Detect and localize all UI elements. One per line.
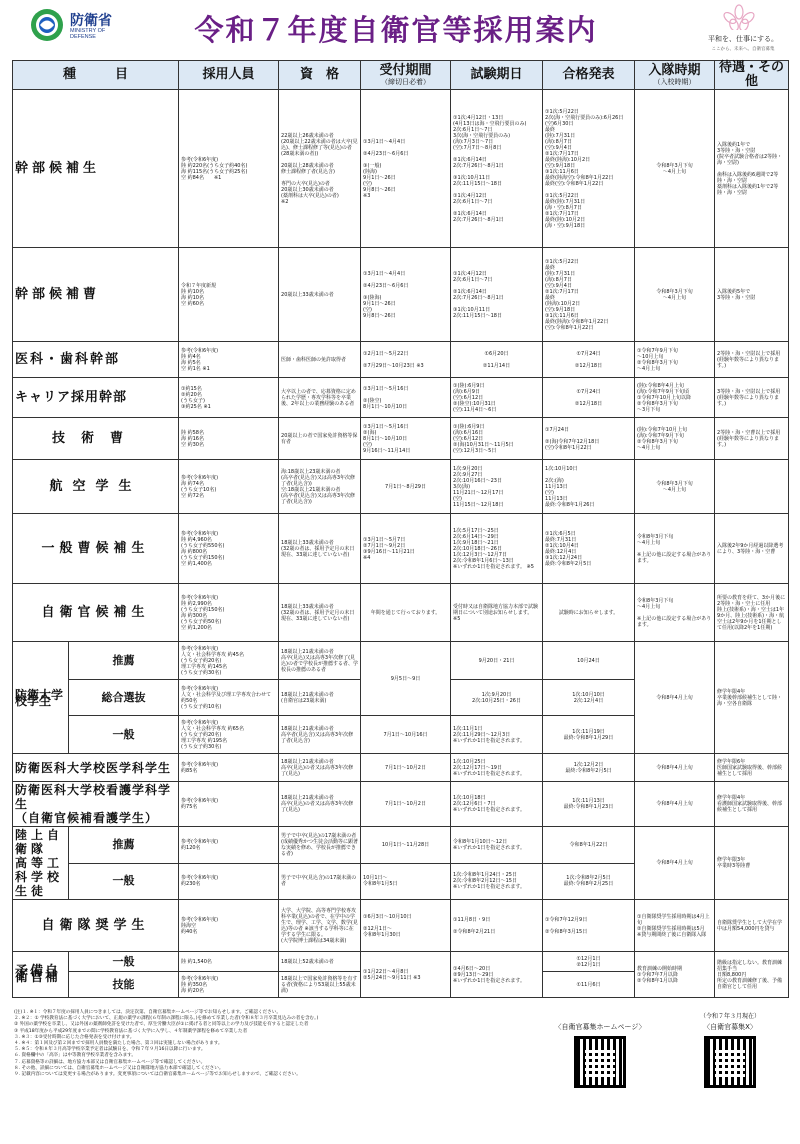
sub-category-name: 総合選抜 (69, 680, 179, 716)
entry-sublabel: （入校時期） (653, 78, 696, 86)
table-row (13, 782, 789, 827)
row-exam: 9月20日・21日 (451, 642, 543, 680)
page-header (0, 0, 800, 58)
row-result: ①令和7年12月9日 ②令和8年3月15日 (543, 900, 635, 952)
row-entry: 令和8年3月下旬 〜4月上旬 (635, 248, 715, 342)
table-row (13, 952, 789, 972)
row-result: 令和8年1月22日 (543, 827, 635, 864)
row-category-name: 自衛隊奨学生 (13, 900, 179, 952)
row-entry: 令和8年4月上旬 (635, 754, 715, 782)
row-other: 所要の教育を経て、3か月後に2等陸・海・空士に任用 陸上(技術系)・海・空士は1年9か月、陸上(技術系)・海・航空士は2年9か月を1任期として任用(以降2年を1任期) (715, 584, 789, 642)
table-row (13, 584, 789, 642)
table-row (13, 418, 789, 460)
row-exam: ①4月6日〜20日 ②9月13日〜29日 ※いずれか1日を指定されます。 (451, 952, 543, 998)
row-category-name: 一般曹候補生 (13, 514, 179, 584)
row-category-name: 医科・歯科幹部 (13, 342, 179, 378)
row-entry: 令和8年3月下旬 〜4月上旬 ※上記の他に設定する場合があります。 (635, 584, 715, 642)
row-exam: 1次:令和8年1月24日・25日 2次:令和8年2月12日〜15日 ※いずれか1日を指定されます。 (451, 863, 543, 900)
row-qualification: 男子で中卒(見込含)の17歳未満の者 (279, 863, 361, 900)
col-header-entry (635, 61, 715, 90)
row-category-name: 陸上自衛隊 高等工科学校 生徒 (13, 827, 69, 900)
qr-code-icon[interactable] (574, 1036, 626, 1088)
row-number: 参考(令和6年度) 海 約74名 (うち女子10名) 空 約72名 (179, 460, 279, 514)
col-header-exam: 試験期日 (451, 61, 543, 90)
row-result: 1次:10月10日 2次:(海) 11月13日 (空) 11月13日 最終:令和8年1月26日 (543, 460, 635, 514)
row-result: ①1次:6月5日 最終:7月31日 ②1次:10月4日 最終:12月4日 ③1次:12月24日 最終:令和8年2月5日 (543, 514, 635, 584)
slogan-block (706, 4, 780, 54)
slogan-subtext: ここから、未来へ。自衛官募集 (711, 47, 775, 52)
row-exam: 1次:9月20日 2次:9月27日 2次:10月16日〜23日 3次(海) 11月21日〜12月17日 (空) 11月15日〜12月18日 (451, 460, 543, 514)
table-row (13, 514, 789, 584)
table-header-row (13, 61, 789, 90)
row-other: 階級は指定しない。教育訓練招集手当 日額8,800円 所定の教育訓練修了後、予備自衛官として任用 (715, 952, 789, 998)
row-accept: 9月5日〜9日 (361, 642, 451, 716)
row-accept: ①3月1日〜5月7日 ②7月1日〜9月2日 ③9月16日〜11月21日 ※4 (361, 514, 451, 584)
sakura-icon (718, 4, 760, 30)
row-qualification: 18歳以上21歳未満の者 高卒(見込)又は高専3年次修了(見込)の者で学校長が推薦する者、学校長の推薦のある者 (279, 642, 361, 680)
qr-homepage-block[interactable] (530, 1022, 670, 1088)
row-accept: ①2月1日〜5月22日 ②7月29日〜10月23日 ※3 (361, 342, 451, 378)
col-header-category: 種 目 (13, 61, 179, 90)
row-accept: 10月1日〜11月28日 (361, 827, 451, 864)
row-other: 2等陸・海・空曹以上で採用(経験年数等により異なります。) (715, 418, 789, 460)
row-other: 入隊後約5年で 3等陸・海・空尉 (715, 248, 789, 342)
row-result: 1次:10月10日 2次:12月4日 (543, 680, 635, 716)
row-result: ①1次:5月22日 最終 (陸):7月31日 (海):8月7日 (空):9月4日 ②1次:7月17日 最終 (陸海):10月2日 (空):9月18日 ③1次:11月6日 最終(陸海):令和8年1月22日 (空):令和8年1月22日 (543, 248, 635, 342)
page-title: 令和７年度自衛官等採用案内 (194, 13, 598, 47)
row-qualification: 18歳以上で国家免許資格等を有する者(資格により53歳以上55歳未満) (279, 972, 361, 998)
row-qualification: 18歳以上21歳未満の者 (自衛官は23歳未満) (279, 680, 361, 716)
row-category-name: 航空学生 (13, 460, 179, 514)
row-entry: (陸):令和7年10月上旬 (海):令和7年9月下旬 ②令和8年3月下旬 〜4月上旬 (635, 418, 715, 460)
row-accept: 7月1日〜10月2日 (361, 782, 451, 827)
row-result: ①12月1日 ②12月1日 (543, 952, 635, 972)
row-category-name: 予備自衛官補 (13, 952, 69, 998)
qr-x-block[interactable] (680, 1022, 780, 1088)
row-number: 参考(令和6年度) 約120名 (179, 827, 279, 864)
row-accept: 7月1日〜10月16日 (361, 716, 451, 754)
row-result: 1次:12月2日 最終:令和8年2月5日 (543, 754, 635, 782)
row-number: 陸 約58名 海 約16名 空 約30名 (179, 418, 279, 460)
row-number: 参考(令和6年度) 人文・社会科学専攻 約65名 (うち女子約20名) 理工学専攻 約195名 (うち女子約30名) (179, 716, 279, 754)
row-qualification: 22歳以上26歳未満の者 (20歳以上22歳未満の者は大卒(見込)、修士課程修了等(見込)の者(28歳未満の者)) 20歳以上28歳未満の者 修士課程修了者(見込含) 専門の大卒(見込)の者 20歳以上30歳未満の者 (薬剤科は大卒(見込)の者) ※2 (279, 90, 361, 248)
row-accept: 7月1日〜10月2日 (361, 754, 451, 782)
row-qualification: 大学、大学院、高等専門学校専攻科卒業(見込)の者で、在学中の学生で、理学、工学、文学、数学(見込)等の者 ※該当する学科等に在学する学生に限る。 (大学院博士課程は34歳未満) (279, 900, 361, 952)
row-entry: 令和8年3月下旬 〜4月上旬 (635, 90, 715, 248)
row-category-name: 防衛大学校学生 (13, 642, 69, 754)
row-category-name: 幹部候補曹 (13, 248, 179, 342)
row-result: ①1次:5月22日 2次(海・空飛行要員のみ):6月26日 (空)6月30日 最終 (陸):7月31日 (海):8月7日 (空):9月4日 ②1次:7月17日 最終(陸海):10月2日 (空):9月18日 ③1次:11月6日 最終(陸海空):令和8年1月22日 最終(空):令和8年1月22日 ①1次:5月22日 最終(陸):7月31日 (海・空):8月7日 ②1次:7月17日 最終(陸):10月2日 (海・空):9月18日 (543, 90, 635, 248)
table-row (13, 90, 789, 248)
row-exam: ①(陸):6月9日 (海):6月9日 (空):6月12日 ②(陸空):10月31日 (空):11月4日〜6日 (451, 378, 543, 418)
sub-category-name: 技能 (69, 972, 179, 998)
row-other: 入隊後約1年で 3等陸・海・空尉 (院卒者試験合格者は2等陸・海・空尉) 歯科は入隊後約6週間で2等陸・海・空尉 薬剤科は入隊後約1年で2等陸・海・空尉 (715, 90, 789, 248)
row-category-name: 防衛医科大学校看護学科学生 （自衛官候補看護学生） (13, 782, 179, 827)
table-row (13, 460, 789, 514)
row-number: 参考(令和6年度) 陸 約2,990名 (うち女子約150名) 海 約300名 (うち女子約50名) 空 約1,200名 (179, 584, 279, 642)
row-accept: 10月1日〜 令和8年1月5日 (361, 863, 451, 900)
row-other: 3等陸・海・空尉以上で採用(経験年数等により異なります。) (715, 378, 789, 418)
row-number: 参考(令和6年度) 陸 約4名 海 約5名 空 約1名 ※1 (179, 342, 279, 378)
ministry-logo (30, 6, 148, 54)
row-qualification: 18歳以上21歳未満の者 高卒(見込)の者又は高専3年次修了(見込) (279, 754, 361, 782)
row-number: 参考(令和6年度) 陸 約4,960名 (うち女子約550名) 海 約800名 (うち女子約150名) 空 約1,400名 (179, 514, 279, 584)
row-category-name: 自衛官候補生 (13, 584, 179, 642)
row-accept: 7月1日〜8月29日 (361, 460, 451, 514)
row-entry: 令和8年3月下旬 〜4月上旬 ※上記の他に設定する場合があります。 (635, 514, 715, 584)
qr-code-icon[interactable] (704, 1036, 756, 1088)
row-entry: ①自衛隊奨学生採用時期は4月上旬 ②自衛隊奨学生採用時期は5月 ※貸与期間終了後に自衛隊入隊 (635, 900, 715, 952)
row-accept: ①6月3日〜10月10日 ②12月1日〜 令和8年1月30日 (361, 900, 451, 952)
row-other: 2等陸・海・空尉以上で採用(経験年数等により異なります。) (715, 342, 789, 378)
ministry-emblem-icon (30, 8, 64, 42)
row-number: 参考(令和6年度) 人文・社会科学及び理工学専攻合わせて 約50名 (うち女子約10名) (179, 680, 279, 716)
row-qualification: 医師・歯科医師の免許取得者 (279, 342, 361, 378)
sub-category-name: 推薦 (69, 642, 179, 680)
row-qualification: 大卒以上の者で、応募資格に定められた学歴・専攻学科等を卒業後、2年以上の業務経験のある者 (279, 378, 361, 418)
row-qualification: 18歳以上21歳未満の者 高卒者(見込含)又は高専3年次修了者(見込含) (279, 716, 361, 754)
ministry-name: 防衛省 (70, 13, 112, 29)
row-other (715, 460, 789, 514)
sub-category-name: 一般 (69, 952, 179, 972)
row-number: 参考(令和6年度) 陸 約350名 海 約20名 (179, 972, 279, 998)
sub-category-name: 推薦 (69, 827, 179, 864)
row-exam: 1次:10月18日 2次:12月6日・7日 ※いずれか1日を指定されます。 (451, 782, 543, 827)
row-entry: 教育訓練の開始時期 ①令和7年7月以降 ②令和8年1月以降 (635, 952, 715, 998)
row-accept: ①3月1日〜4月4日 ②4月23日〜6月6日 ③(陸海) 9月1日〜26日 (空) 9月8日〜26日 (361, 248, 451, 342)
table-row (13, 248, 789, 342)
table-row (13, 900, 789, 952)
row-qualification: 20歳以上33歳未満の者 (279, 248, 361, 342)
row-number: 陸 約1,540名 (179, 952, 279, 972)
row-category-name: 技術曹 (13, 418, 179, 460)
row-exam: 令和8年1月10日〜12日 ※いずれか1日を指定されます。 (451, 827, 543, 864)
col-header-result: 合格発表 (543, 61, 635, 90)
row-other: 修学年限4年 看護師国家試験取得後、幹部候補生として採用 (715, 782, 789, 827)
row-category-name: キャリア採用幹部 (13, 378, 179, 418)
row-number: 参考(令和6年度) 陸 約220名(うち女子約40名) 海 約115名(うち女子約25名) 空 約84名 ※1 (179, 90, 279, 248)
row-accept: ①1月22日〜4月8日 ②5月24日〜9月11日 ※3 (361, 952, 451, 998)
col-header-number: 採用人員 (179, 61, 279, 90)
col-header-other: 待遇・その他 (715, 61, 789, 90)
row-number: 参考(令和6年度) 人文・社会科学専攻 約45名 (うち女子約20名) 理工学専攻 約145名 (うち女子約30名) (179, 642, 279, 680)
row-result: ①7月24日 ②12月18日 (543, 378, 635, 418)
row-result: 1次:11月13日 最終:令和8年1月23日 (543, 782, 635, 827)
accept-sublabel: （締切日必着） (381, 78, 431, 86)
row-number: 令和７年度新規 陸 約10名 海 約10名 空 約60名 (179, 248, 279, 342)
sub-category-name: 一般 (69, 716, 179, 754)
row-entry: (陸):令和8年4月上旬 (海):令和7年9月下旬頃 ①令和7年10月上旬以降 ②令和8年3月下旬 〜3月下旬 (635, 378, 715, 418)
row-qualification: 18歳以上21歳未満の者 高卒(見込)の者又は高専3年次修了(見込) (279, 782, 361, 827)
table-row (13, 378, 789, 418)
qr-homepage-caption: 〈自衛官募集ホームページ〉 (554, 1023, 646, 1031)
col-header-accept (361, 61, 451, 90)
row-entry: 令和8年4月上旬 (635, 782, 715, 827)
col-header-qualification: 資 格 (279, 61, 361, 90)
row-qualification: 男子で中卒(見込)の17歳未満の者(成績優秀かつ生徒会活動等に顕著な実績を修め、学校長が推薦できる者) (279, 827, 361, 864)
row-accept: 年間を通じて行っております。 (361, 584, 451, 642)
row-qualification: 18歳以上52歳未満の者 (279, 952, 361, 972)
entry-label: 入隊時期 (648, 63, 701, 78)
row-other: 自衛隊奨学生として大学在学中は月額54,000円を貸与 (715, 900, 789, 952)
row-qualification: 20歳以上の者で国家免許資格等保有者 (279, 418, 361, 460)
row-other: 修学年限4年 卒業後幹部候補生として陸・海・空各自衛隊 (715, 642, 789, 754)
row-entry: 令和8年4月上旬 (635, 827, 715, 900)
row-number: 参考(令和6年度) 約230名 (179, 863, 279, 900)
row-qualification: 海:18歳以上23歳未満の者 (高卒者(見込含)又は高専3年次修了者(見込含)) 空:18歳以上21歳未満の者 (高卒者(見込含)又は高専3年次修了者(見込含)) (279, 460, 361, 514)
row-entry: ①令和7年9月下旬 〜10月上旬 ②令和8年3月下旬 〜4月上旬 (635, 342, 715, 378)
row-number: 参考(令和6年度) 約85名 (179, 754, 279, 782)
row-result: ①11月6日 (543, 972, 635, 998)
row-result: 1次:11月19日 最終:令和8年1月29日 (543, 716, 635, 754)
row-number: ①約15名 ②約20名 (うち女子) ③約25名 ※1 (179, 378, 279, 418)
row-exam: ①1次:4月12日 2次:6月1日〜7日 ②1次:6月14日 2次:7月26日〜8月1日 ③1次:10月11日 2次:11月15日〜18日 (451, 248, 543, 342)
row-number: 参考(令和6年度) 約75名 (179, 782, 279, 827)
recruitment-table (12, 60, 789, 998)
table-row (13, 342, 789, 378)
as-of-date: （令和７年３月現在） (700, 1013, 761, 1020)
row-qualification: 18歳以上33歳未満の者 (32歳の者は、採用予定月の末日現在、33歳に達していない者) (279, 584, 361, 642)
row-entry: 令和8年3月下旬 〜4月上旬 (635, 460, 715, 514)
row-accept: ①3月1日〜5月16日 ②(陸空) 8月1日〜10月10日 (361, 378, 451, 418)
row-accept: ①3月1日〜4月4日 ②4月23日〜6月6日 ③(一般) (陸海) 9月1日〜26日 (空) 9月8日〜26日 ※3 (361, 90, 451, 248)
row-entry: 令和8年4月上旬 (635, 642, 715, 754)
table-row (13, 827, 789, 864)
qr-x-caption: 〈自衛官募集X〉 (703, 1023, 757, 1031)
row-exam: 受付時又は自衛隊地方協力本部で試験期日について別途お知らせします。 ※5 (451, 584, 543, 642)
row-result: ①7月24日 ②12月18日 (543, 342, 635, 378)
ministry-name-en: MINISTRY OF DEFENSE (70, 28, 106, 40)
row-other: 修学年限3年 卒業時3等陸曹 (715, 827, 789, 900)
table-row (13, 642, 789, 680)
slogan-text: 平和を、仕事にする。 (708, 35, 778, 43)
row-accept: ①3月1日〜5月16日 ②(海) 8月1日〜10月10日 (空) 9月16日〜11月14日 (361, 418, 451, 460)
row-exam: 1次:11月1日 2次:11月29日〜12月3日 ※いずれか1日を指定されます。 (451, 716, 543, 754)
footnotes: (注)１. ※１：令和７年度の採用人員につきましては、決定次第、自衛官募集ホームページ等でお知らせします。ご確認ください。 ２. ※２：① 学校教育法に基づく大学において、正規の薬学の課程(６年制の課程に限る。)を修めて卒業した者(令和８年３月卒業見込みの者を含む。) ② 外国の薬学校を卒業し、又は外国の薬剤師免許を受けた者で、厚生労働大臣が①に掲げる者と同等以上の学力及び技能を有すると認定した者 ③ 平成18年度から平成29年度までの間に学校教育法に基づく大学に入学し、４年制薬学課程を修めて卒業した者 ３. ※３：①③受付時期に応じた合格発表を受け付けます。 ４. ※４：第１回及び第２回までで採用人員数を満たした場合、第３回は実施しない場合があります。 ５. ※５：令和８年３月高等学校卒業予定者は試験日を、令和７年９月16日以降に行います。 ６. 資格欄中の「高卒」は中等教育学校卒業者を含みます。 ７. 応募資格等の詳細は、地方協力本部又は自衛官募集ホームページ等で確認してください。 ８. その他、詳細については、自衛官募集ホームページ又は自衛隊地方協力本部で確認してください。 ９. 記載内容については変更する場合があります。変更事項については自衛官募集ホームページ等でお知らせしますので、ご確認ください。 (14, 1010, 319, 1078)
row-exam: 1次:10月25日 2次:12月17日〜19日 ※いずれか1日を指定されます。 (451, 754, 543, 782)
row-number: 参考(令和6年度) 陸海空 約40名 (179, 900, 279, 952)
row-result: 1次:令和8年2月5日 最終:令和8年2月25日 (543, 863, 635, 900)
row-exam: 1次:5月17日〜25日 2次:6月14日〜29日 1次:9月18日〜21日 2次:10月18日〜26日 1次:12月3日〜12月7日 2次:令和8年1月6日〜13日 ※いずれか1日を指定されます。 ※5 (451, 514, 543, 584)
row-result: 10月24日 (543, 642, 635, 680)
row-exam: ①(陸):6月9日 (海):6月16日 (空):6月12日 ②(海)10月31日〜11月5日 (空):12月3日〜5日 (451, 418, 543, 460)
row-result: ①7月24日 ②(海)令和7年12月18日 (空)令和8年1月22日 (543, 418, 635, 460)
row-other: 入隊後2年9か月経過以降選考により、3等陸・海・空曹 (715, 514, 789, 584)
sub-category-name: 一般 (69, 863, 179, 900)
row-result: 試験時にお知らせします。 (543, 584, 635, 642)
row-other: 修学年限6年 医師国家試験取得後、幹部候補生として採用 (715, 754, 789, 782)
accept-label: 受付期間 (379, 63, 432, 78)
row-category-name: 防衛医科大学校医学科学生 (13, 754, 179, 782)
row-exam: ①6月20日 ②11月14日 (451, 342, 543, 378)
row-exam: 1次:9月20日 2次:10月25日・26日 (451, 680, 543, 716)
row-exam: ①11月8日・9日 ②令和8年2月21日 (451, 900, 543, 952)
row-qualification: 18歳以上33歳未満の者 (32歳の者は、採用予定月の末日現在、33歳に達していない者) (279, 514, 361, 584)
row-category-name: 幹部候補生 (13, 90, 179, 248)
table-row (13, 754, 789, 782)
row-exam: ①1次:4月12日・13日 (4月13日は海・空飛行要員のみ) 2次:6月1日〜7日 3次(海・空飛行要員のみ) (海):7月3日〜7日 (空):7月7日〜8月8日 ②1次:6月14日 2次:7月26日〜8月1日 ③1次:10月11日 2次:11月15日〜18日 ①1次:4月12日 2次:6月1日〜7日 ②1次:6月14日 2次:7月26日〜8月1日 (451, 90, 543, 248)
